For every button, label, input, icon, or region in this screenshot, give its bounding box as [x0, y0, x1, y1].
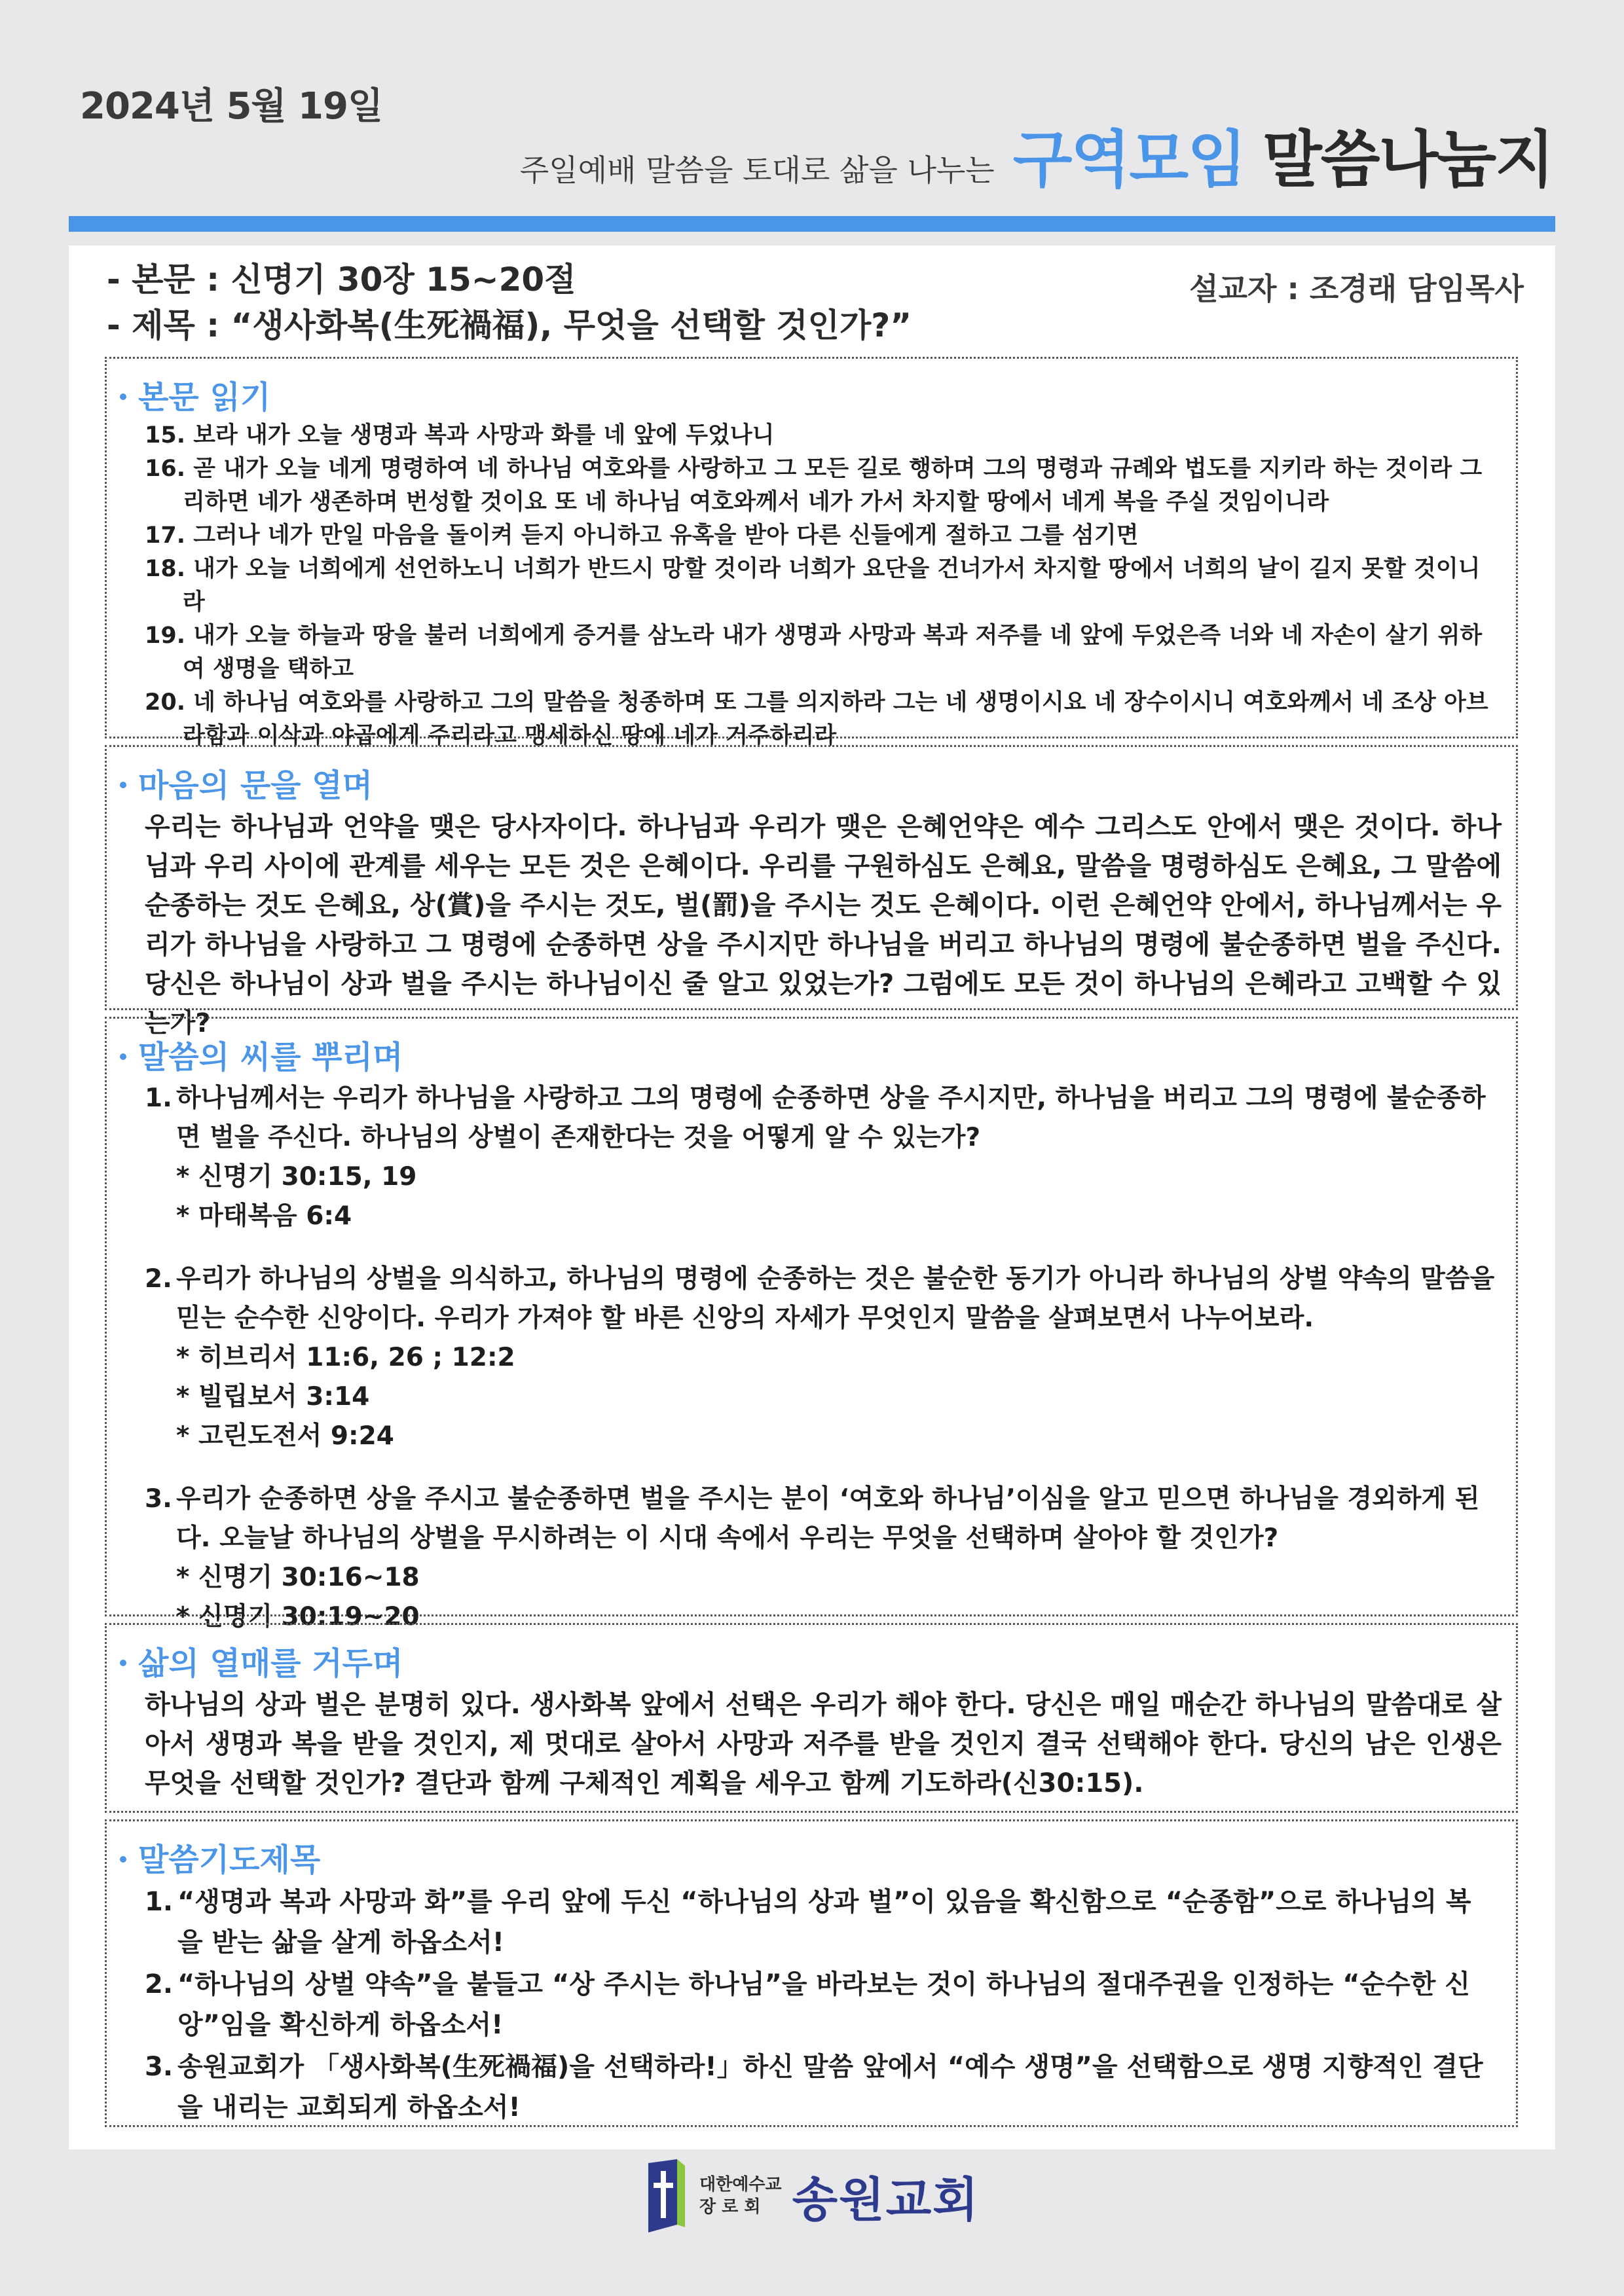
scripture-line: - 본문 : 신명기 30장 15~20절 — [107, 261, 576, 299]
verse: 16. 곧 내가 오늘 네게 명령하여 네 하나님 여호와를 사랑하고 그 모든 길로 행하며 그의 명령과 규례와 법도를 지키라 하는 것이라 그리하면 네가 생존하며 번성할 것이요 또 네 하나님 여호와께서 네가 가서 차지할 땅에서 네게 복을 주실 것임이니라 — [145, 456, 1483, 515]
bullet-dot-icon — [120, 393, 126, 400]
reference: * 신명기 30:19~20 — [176, 1602, 420, 1631]
bullet-dot-icon — [120, 1660, 126, 1666]
question: 2. 우리가 하나님의 상벌을 의식하고, 하나님의 명령에 순종하는 것은 불순한 동기가 아니라 하나님의 상벌 약속의 말씀을 믿는 순수한 신앙이다. 우리가 가져야 할 바른 신앙의 자세가 무엇인지 말씀을 살펴보면서 나누어보라. — [145, 1264, 1495, 1333]
bullet-dot-icon — [120, 1053, 126, 1060]
reference: * 히브리서 11:6, 26 ; 12:2 — [176, 1343, 515, 1372]
verse: 19. 내가 오늘 하늘과 땅을 불러 너희에게 증거를 삼노라 내가 생명과 사망과 복과 저주를 네 앞에 두었은즉 너와 네 자손이 살기 위하여 생명을 택하고 — [145, 623, 1483, 682]
prayer-list — [145, 1882, 1496, 2129]
reading-section — [105, 357, 1518, 749]
reference-list — [176, 1157, 1496, 1236]
title-main: 말씀나눔지 — [1262, 124, 1553, 196]
prayer-item: 1. “생명과 복과 사망과 화”를 우리 앞에 두신 “하나님의 상과 벌”이 있음을 확신함으로 “순종함”으로 하나님의 복을 받는 삶을 살게 하옵소서! — [145, 1887, 1471, 1958]
bullet-dot-icon — [120, 782, 126, 788]
section-title: 말씀의 씨를 뿌리며 — [120, 1032, 403, 1077]
harvest-section — [105, 1623, 1518, 1813]
reference: * 빌립보서 3:14 — [176, 1382, 370, 1412]
cross-book-icon — [648, 2159, 685, 2232]
question-list — [145, 1079, 1496, 1637]
harvest-text: 하나님의 상과 벌은 분명히 있다. 생사화복 앞에서 선택은 우리가 해야 한다. 당신은 매일 매순간 하나님의 말씀대로 살아서 생명과 복을 받을 것인지, 제 멋대로 살아서 사망과 저주를 받을 것인지 결국 선택해야 한다. 당신의 남은 인생은 무엇을 선택할 것인가? 결단과 함께 구체적인 계획을 세우고 함께 기도하라(신30:15). — [145, 1690, 1502, 1798]
reference: * 마태복음 6:4 — [176, 1201, 352, 1231]
subtitle: 주일예배 말씀을 토대로 삶을 나누는 — [519, 153, 995, 188]
sheet — [69, 246, 1555, 2149]
question: 1. 하나님께서는 우리가 하나님을 사랑하고 그의 명령에 순종하면 상을 주시지만, 하나님을 버리고 그의 명령에 불순종하면 벌을 주신다. 하나님의 상벌이 존재한다는 것을 어떻게 알 수 있는가? — [145, 1084, 1486, 1152]
verse-list — [145, 419, 1496, 753]
preacher: 설교자 : 조경래 담임목사 — [1189, 271, 1524, 306]
prayer-item: 3. 송원교회가 「생사화복(生死禍福)을 선택하라!」하신 말씀 앞에서 “예수 생명”을 선택함으로 생명 지향적인 결단을 내리는 교회되게 하옵소서! — [145, 2052, 1483, 2123]
prayer-item: 2. “하나님의 상벌 약속”을 붙들고 “상 주시는 하나님”을 바라보는 것이 하나님의 절대주권을 인정하는 “순수한 신앙”임을 확신하게 하옵소서! — [145, 1969, 1470, 2040]
verse: 17. 그러나 네가 만일 마음을 돌이켜 듣지 아니하고 유혹을 받아 다른 신들에게 절하고 그를 섬기면 — [145, 522, 1139, 549]
section-title: 마음의 문을 열며 — [120, 760, 373, 805]
seed-section — [105, 1017, 1518, 1631]
reference: * 신명기 30:15, 19 — [176, 1162, 417, 1192]
opening-text: 우리는 하나님과 언약을 맺은 당사자이다. 하나님과 우리가 맺은 은혜언약은 예수 그리스도 안에서 맺은 것이다. 하나님과 우리 사이에 관계를 세우는 모든 것은 은혜이다. 우리를 구원하심도 은혜요, 말씀을 명령하심도 은혜요, 그 말씀에 순종하는 것도 은혜요, 상(賞)을 주시는 것도, 벌(罰)을 주시는 것도 은혜이다. 이런 은혜언약 안에서, 하나님께서는 우리가 하나님을 사랑하고 그 명령에 순종하면 상을 주시지만 하나님을 버리고 하나님의 명령에 불순종하면 벌을 주신다. 당신은 하나님이 상과 벌을 주시는 하나님이신 줄 알고 있었는가? 그럼에도 모든 것이 하나님의 은혜라고 고백할 수 있는가? — [145, 812, 1502, 1038]
date: 2024년 5월 19일 — [80, 85, 383, 128]
verse: 18. 내가 오늘 너희에게 선언하노니 너희가 반드시 망할 것이라 너희가 요단을 건너가서 차지할 땅에서 너희의 날이 길지 못할 것이니라 — [145, 556, 1481, 615]
section-title: 말씀기도제목 — [120, 1834, 320, 1880]
header-title — [520, 110, 1553, 198]
denomination: 대한예수교 장 로 회 — [699, 2175, 782, 2217]
section-title: 본문 읽기 — [120, 372, 270, 417]
prayer-section — [105, 1819, 1518, 2127]
header-divider — [69, 216, 1555, 232]
section-title: 삶의 열매를 거두며 — [120, 1638, 403, 1683]
bullet-dot-icon — [120, 1856, 126, 1863]
reference-list — [176, 1338, 1496, 1456]
reference: * 고린도전서 9:24 — [176, 1421, 394, 1451]
church-logo — [648, 2159, 980, 2232]
question: 3. 우리가 순종하면 상을 주시고 불순종하면 벌을 주시는 분이 ‘여호와 하나님’이심을 알고 믿으면 하나님을 경외하게 된다. 오늘날 하나님의 상벌을 무시하려는 이 시대 속에서 우리는 무엇을 선택하며 살아야 할 것인가? — [145, 1484, 1480, 1553]
verse: 20. 네 하나님 여호와를 사랑하고 그의 말씀을 청종하며 또 그를 의지하라 그는 네 생명이시요 네 장수이시니 여호와께서 네 조상 아브라함과 이삭과 야곱에게 주리라고 맹세하신 땅에 네가 거주하리라 — [145, 689, 1488, 749]
verse: 15. 보라 내가 오늘 생명과 복과 사망과 화를 네 앞에 두었나니 — [145, 422, 775, 448]
title-accent: 구역모임 — [1012, 124, 1246, 196]
opening-section — [105, 745, 1518, 1038]
reference: * 신명기 30:16~18 — [176, 1563, 420, 1592]
sermon-title-line: - 제목 : “생사화복(生死禍福), 무엇을 선택할 것인가?” — [107, 306, 912, 344]
church-name: 송원교회 — [792, 2172, 980, 2227]
